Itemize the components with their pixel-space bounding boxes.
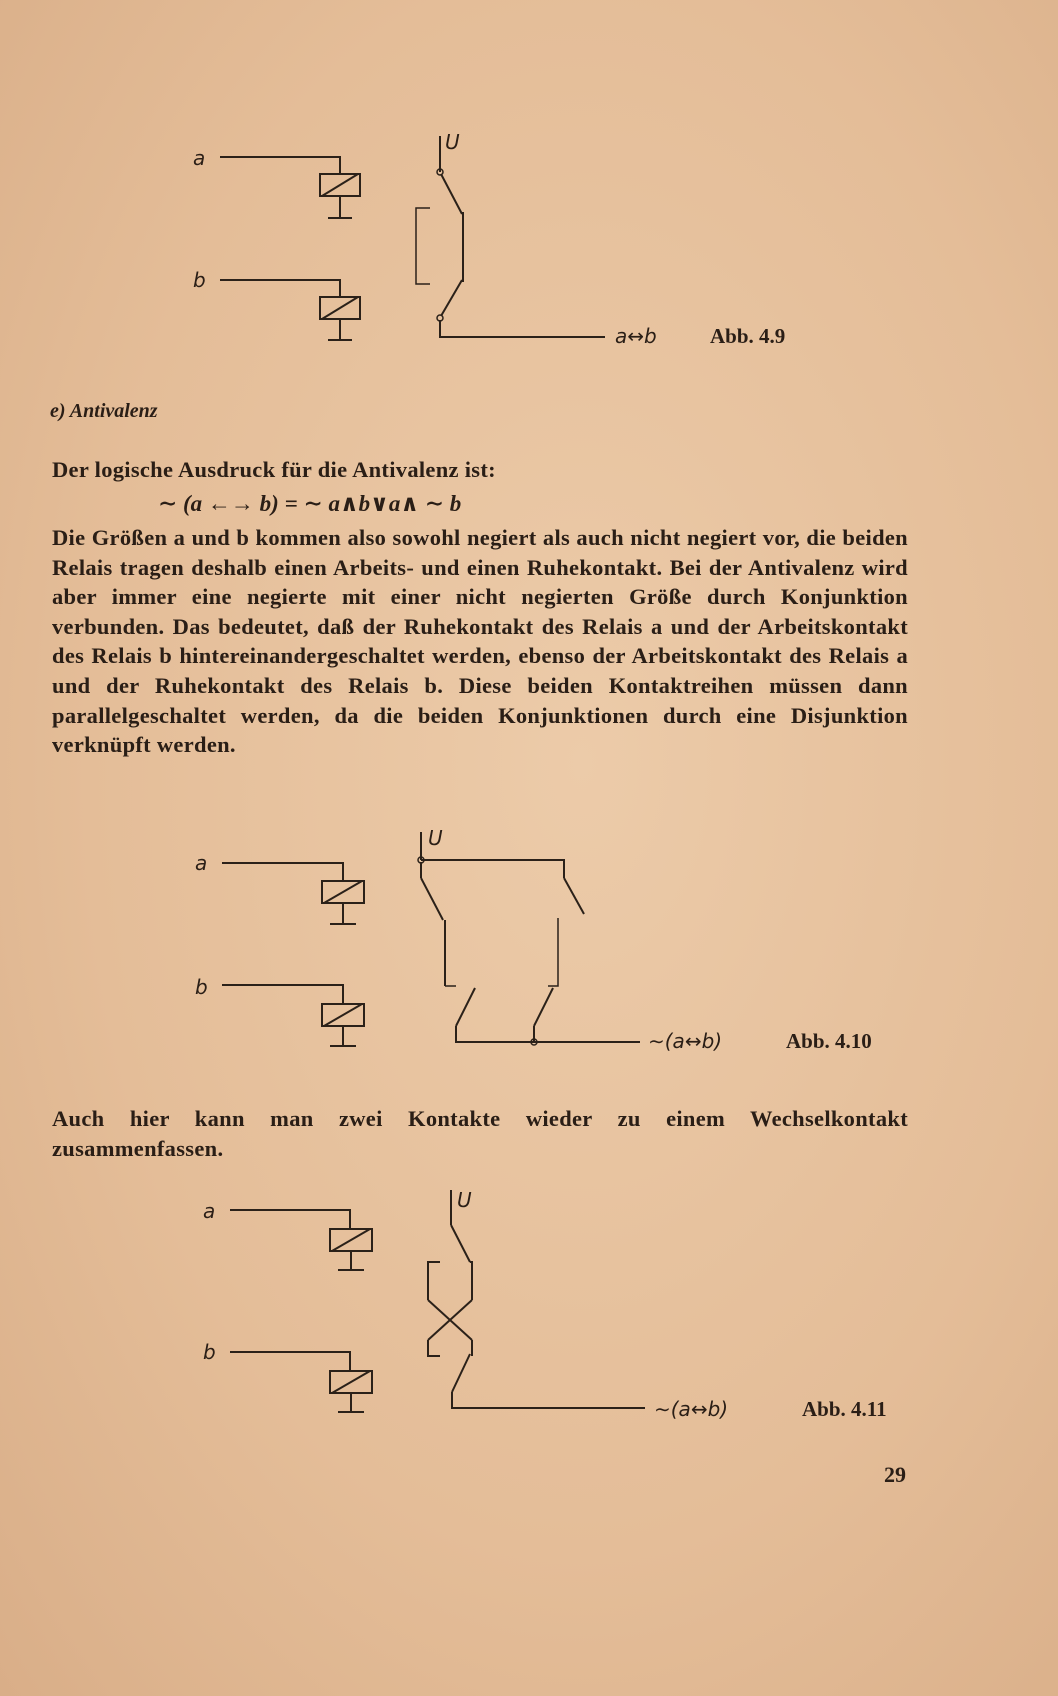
fig49-caption: Abb. 4.9 bbox=[710, 324, 786, 348]
fig411-output-label: ∼(a↔b) bbox=[654, 1397, 729, 1421]
section-title: e) Antivalenz bbox=[50, 400, 158, 422]
fig410-label-a: a bbox=[195, 851, 208, 875]
fig49-label-b: b bbox=[193, 268, 206, 292]
page-number: 29 bbox=[884, 1462, 906, 1487]
fig411-caption: Abb. 4.11 bbox=[802, 1397, 887, 1421]
fig411-label-a: a bbox=[203, 1199, 216, 1223]
paragraph-1: Die Größen a und b kommen also sowohl negiert als auch nicht negiert vor, die beiden Relais tragen deshalb einen Arbeits- und einen Ruhekontakt. Bei der Antivalenz wird aber immer eine negierte mit einer nicht negierten Größe durch Konjunktion verbunden. Das bedeutet, daß der Ruhekontakt des Relais a und der Arbeitskontakt des Relais b hintereinandergeschaltet werden, ebenso der Arbeitskontakt des Relais a und der Ruhekontakt des Relais b. Diese beiden Kontaktreihen müssen dann parallelgeschaltet werden, da die beiden Konjunktionen durch eine Disjunktion verknüpft werden. bbox=[52, 525, 908, 758]
fig49-label-u: U bbox=[445, 130, 460, 154]
fig411-label-u: U bbox=[457, 1188, 472, 1212]
fig49-label-a: a bbox=[193, 146, 206, 170]
fig49-output-label: a↔b bbox=[615, 324, 657, 348]
paragraph-2: Auch hier kann man zwei Kontakte wieder zu einem Wechselkontakt zusammenfassen. bbox=[52, 1106, 908, 1161]
fig410-label-b: b bbox=[195, 975, 208, 999]
fig410-label-u: U bbox=[428, 826, 443, 850]
intro-text: Der logische Ausdruck für die Antivalenz ist: bbox=[52, 457, 496, 482]
fig411-label-b: b bbox=[203, 1340, 216, 1364]
fig410-caption: Abb. 4.10 bbox=[786, 1029, 872, 1053]
formula: ∼ (a ←→ b) = ∼ a∧b∨a∧ ∼ b bbox=[158, 491, 462, 516]
fig410-output-label: ∼(a↔b) bbox=[648, 1029, 723, 1053]
